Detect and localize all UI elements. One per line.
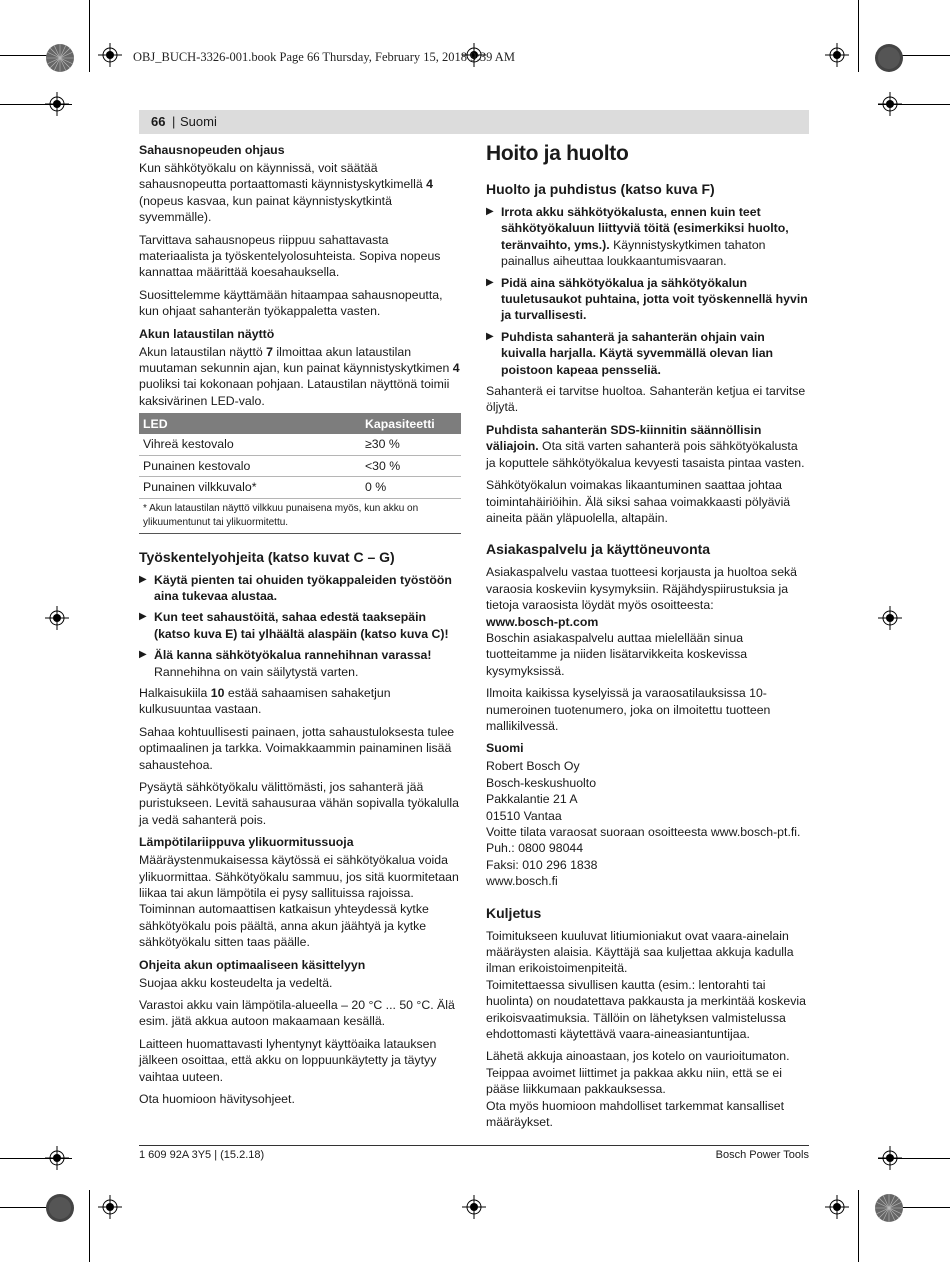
crop-line (858, 1190, 859, 1262)
triangle-bullet-icon: ▶ (486, 276, 494, 288)
table-row (139, 477, 461, 498)
address-block (486, 758, 809, 889)
paragraph: Sähkötyökalun voimakas likaantuminen saattaa johtaa toimintahäiriöihin. Älä siksi sahaa voimakkaasti pölyäviä aineita pään yläpuolella, altapäin. (486, 478, 791, 525)
text: estää sahaamisen sahaketjun kulkusuuntaa vastaan. (139, 685, 391, 717)
table-cell: Punainen kestovalo (139, 455, 361, 476)
page-number: 66 (151, 114, 166, 129)
heading-service-cleaning: Huolto ja puhdistus (katso kuva F) (486, 181, 715, 197)
paragraph: Lähetä akkuja ainoastaan, jos kotelo on vaurioitumaton. Teippaa avoimet liittimet ja pakkaa akku niin, että se ei pääse liikkumaan pakkauksessa. (486, 1049, 790, 1097)
ref-number: 10 (210, 685, 225, 700)
address-line: Robert Bosch Oy (486, 759, 580, 774)
table-header-row (139, 413, 461, 434)
heading-customer-service: Asiakaspalvelu ja käyttöneuvonta (486, 541, 711, 558)
registration-mark-icon (878, 92, 902, 116)
text: Akun lataustilan näyttö (139, 344, 267, 359)
heading-transport: Kuljetus (486, 904, 542, 921)
paragraph: Määräystenmukaisessa käytössä ei sähkötyökalua voida ylikuormittaa. Sähkötyökalu sammuu, jos sitä kuormitetaan liikaa tai akun lämpötila ei pysy sallituissa rajoissa. Toiminnan automaattisen katkaisun yhteydessä kytke sähkötyökalu pois päältä, anna akun jäähtyä ja kytke sähkötyökalu sitten taas päälle. (139, 853, 459, 950)
paragraph: Tarvittava sahausnopeus riippuu sahattavasta materiaalista ja työskentelyolosuhteista. Sopiva nopeus kannattaa määrittää koesahauksella. (139, 232, 441, 280)
table-footnote: * Akun lataustilan näyttö vilkkuu punaisena myös, kun akku on ylikuumentunut tai ylikuormitettu. (139, 499, 461, 534)
paragraph: Laitteen huomattavasti lyhentynyt käyttöaika latauksen jälkeen osoittaa, että akku on loppuunkäytetty ja täytyy vaihtaa uuteen. (139, 1036, 437, 1084)
heading-work-tips: Työskentelyohjeita (katso kuvat C – G) (139, 548, 395, 565)
book-header: OBJ_BUCH-3326-001.book Page 66 Thursday, February 15, 2018 9:39 AM (133, 50, 515, 64)
page-header-bar (139, 110, 809, 134)
registration-mark-icon (462, 1195, 486, 1219)
table-row (139, 455, 461, 476)
paragraph: Toimitukseen kuuluvat litiumioniakut ovat vaara-ainelain määräysten alaisia. Käyttäjä saa kuljettaa akkuja kadulla ilman erikoistoimenpiteitä. (486, 928, 794, 976)
address-line: Bosch-keskushuolto (486, 775, 597, 790)
paragraph: Sahanterä ei tarvitse huoltoa. Sahanterän ketjua ei tarvitse öljytä. (486, 384, 806, 415)
registration-mark-icon (45, 1146, 69, 1170)
paragraph: Varastoi akku vain lämpötila-alueella – 20 °C ... 50 °C. Älä esim. jätä akkua autoon makaamaan kesällä. (139, 998, 455, 1029)
heading-maintenance: Hoito ja huolto (486, 142, 629, 165)
text: Halkaisukiila (139, 685, 211, 700)
list-item (486, 329, 809, 378)
list-item (486, 275, 809, 324)
paragraph (139, 685, 461, 718)
registration-mark-icon (825, 43, 849, 67)
registration-mark-icon (45, 92, 69, 116)
text: Rannehihna on vain säilytystä varten. (154, 664, 359, 679)
paragraph: Ota myös huomioon mahdolliset tarkemmat kansalliset määräykset. (486, 1098, 784, 1130)
led-capacity-table (139, 413, 461, 498)
triangle-bullet-icon: ▶ (139, 611, 147, 623)
list-item (139, 647, 461, 680)
crop-line (858, 0, 859, 72)
paragraph: Boschin asiakaspalvelu auttaa mielellään sinua tuotteitamme ja niiden lisätarvikkeita koskevissa kysymyksissä. (486, 630, 748, 678)
bold-text: Pidä aina sähkötyökalua ja sähkötyökalun tuuletusaukot puhtaina, jotta voit työskennellä hyvin ja turvallisesti. (501, 275, 808, 323)
registration-mark-icon (45, 606, 69, 630)
paragraph: Sahaa kohtuullisesti painaen, jotta sahaustuloksesta tulee optimaalinen ja tarkka. Voimakkaammin painaminen lisää sahaustehoa. (139, 724, 455, 772)
address-line: www.bosch.fi (486, 874, 558, 889)
registration-mark-icon (825, 1195, 849, 1219)
paragraph (486, 422, 809, 471)
table-cell: Punainen vilkkuvalo* (139, 477, 361, 498)
text: Käynnistyskytkimen tahaton painallus aiheuttaa loukkaantumisvaaran. (501, 237, 766, 269)
paragraph: Pysäytä sähkötyökalu välittömästi, jos sahanterä jää puristukseen. Levitä sahausuraa vähän sopivalla työkalulla ja vedä sahanterä pois. (139, 779, 459, 827)
page-separator: | (172, 114, 176, 129)
table-cell: Vihreä kestovalo (139, 434, 361, 455)
website-link[interactable]: www.bosch-pt.com (486, 614, 599, 629)
ref-number: 7 (266, 344, 273, 359)
address-line: Voitte tilata varaosat suoraan osoitteesta www.bosch-pt.fi. (486, 825, 801, 839)
paragraph (139, 344, 461, 410)
paragraph: Suosittelemme käyttämään hitaampaa sahausnopeutta, kun ohjaat sahanterän työkappaletta vasten. (139, 287, 443, 319)
list-item (139, 572, 461, 605)
list-item (486, 204, 809, 270)
heading-battery-handling: Ohjeita akun optimaaliseen käsittelyyn (139, 957, 366, 972)
heading-charge-indicator: Akun lataustilan näyttö (139, 326, 275, 341)
left-column (139, 142, 461, 1113)
column-header-capacity: Kapasiteetti (361, 413, 461, 434)
page-language: Suomi (180, 114, 217, 129)
crop-line (89, 1190, 90, 1262)
table-cell: 0 % (361, 477, 461, 498)
paragraph: Toimitettaessa sivullisen kautta (esim.: lentorahti tai huolinta) on noudatettava pakkausta ja merkintää koskevia erikoisvaatimuksia. Tällöin on lähetyksen valmistelussa ehdottomasti käytettävä vaara-aineasiantuntijaa. (486, 977, 806, 1042)
heading-saw-speed: Sahausnopeuden ohjaus (139, 143, 285, 157)
address-line: Faksi: 010 296 1838 (486, 857, 598, 872)
ref-number: 4 (426, 177, 433, 192)
paragraph: Ota huomioon hävitysohjeet. (139, 1092, 295, 1107)
triangle-bullet-icon: ▶ (486, 206, 494, 217)
crop-line (89, 0, 90, 72)
text: puoliksi tai kokonaan pohjaan. Lataustilan näyttönä toimii kaksivärinen LED-valo. (139, 377, 450, 408)
heading-country: Suomi (486, 741, 524, 756)
paragraph: Ilmoita kaikissa kyselyissä ja varaosatilauksissa 10-numeroinen tuotenumero, joka on ilmoitettu tuotteen mallikilvessä. (486, 686, 771, 733)
column-header-led: LED (139, 413, 361, 434)
triangle-bullet-icon: ▶ (486, 330, 494, 342)
registration-mark-icon (878, 606, 902, 630)
address-line: Pakkalantie 21 A (486, 792, 578, 807)
paragraph: Suojaa akku kosteudelta ja vedeltä. (139, 975, 333, 990)
registration-mark-icon (98, 1195, 122, 1219)
registration-mark-icon (878, 1146, 902, 1170)
triangle-bullet-icon: ▶ (139, 649, 147, 661)
star-target-icon (874, 1193, 904, 1223)
footer-brand: Bosch Power Tools (715, 1149, 809, 1161)
bold-text: Irrota akku sähkötyökalusta, ennen kuin teet sähkötyökaluun liittyviä töitä (esimerkiksi huolto, teränvaihto, yms.). (501, 205, 789, 252)
footer-doc-number: 1 609 92A 3Y5 | (15.2.18) (139, 1149, 265, 1161)
footer-rule (139, 1145, 809, 1146)
address-line: Puh.: 0800 98044 (486, 841, 584, 856)
text: Ota sitä varten sahanterä pois sähkötyökalusta ja koputtele sähkötyökalua kevyesti tasaista pintaa vasten. (486, 439, 805, 470)
registration-mark-icon (98, 43, 122, 67)
right-column (486, 142, 809, 1137)
text: ilmoittaa akun lataustilan muutaman sekunnin ajan, kun painat käynnistyskytkimen (139, 344, 453, 376)
ref-number: 4 (452, 361, 460, 376)
bold-text: Kun teet sahaustöitä, sahaa edestä taaksepäin (katso kuva E) tai ylhäältä alaspäin (katso kuva C)! (154, 610, 449, 641)
bold-text: Käytä pienten tai ohuiden työkappaleiden työstöön aina tukevaa alustaa. (154, 572, 452, 603)
solid-target-icon (874, 43, 904, 73)
paragraph: Asiakaspalvelu vastaa tuotteesi korjausta ja huoltoa sekä varaosia koskeviin kysymyksiin. Räjähdyspiirustuksia ja tietoja varaosista löydät myös osoitteesta: (486, 565, 798, 613)
solid-target-icon (45, 1193, 75, 1223)
table-row (139, 434, 461, 455)
address-line: 01510 Vantaa (486, 808, 562, 823)
bold-text: Älä kanna sähkötyökalua rannehihnan varassa! (154, 648, 432, 663)
star-target-icon (45, 43, 75, 73)
table-cell: <30 % (361, 455, 461, 476)
bold-text: Puhdista sahanterän SDS-kiinnitin säännöllisin väliajoin. (486, 422, 762, 454)
bold-text: Puhdista sahanterä ja sahanterän ohjain vain kuivalla harjalla. Käytä syvemmällä olevan lian poistoon kapeaa pensseliä. (501, 329, 774, 377)
text: Kun sähkötyökalu on käynnissä, voit säätää sahausnopeutta portaattomasti käynnistyskytkimellä (139, 161, 427, 192)
list-item (139, 609, 461, 642)
paragraph (139, 160, 461, 226)
heading-thermal-protection: Lämpötilariippuva ylikuormitussuoja (139, 835, 354, 850)
text: (nopeus kasvaa, kun painat käynnistyskytkintä syvemmälle). (139, 193, 392, 225)
triangle-bullet-icon: ▶ (139, 573, 147, 585)
table-cell: ≥30 % (361, 434, 461, 455)
